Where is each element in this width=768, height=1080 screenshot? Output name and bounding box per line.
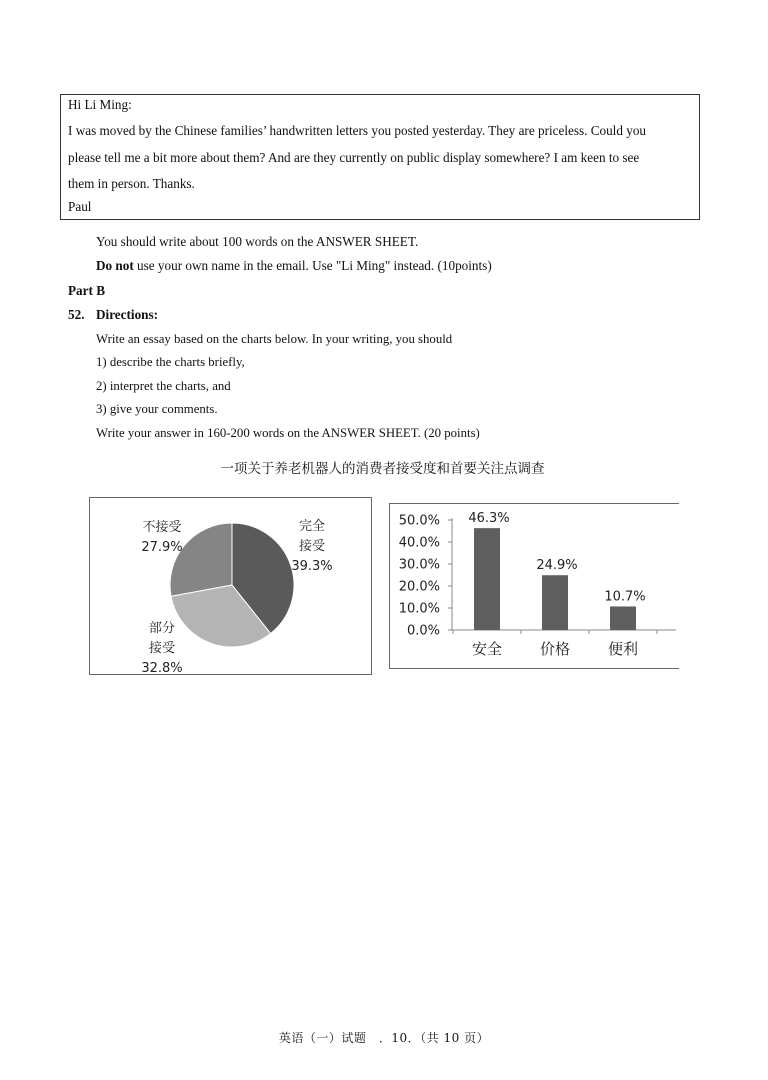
- directions-item-1: 1) describe the charts briefly,: [96, 355, 245, 369]
- y-tick-label: 50.0%: [398, 513, 440, 529]
- pie-chart-frame: [89, 497, 372, 675]
- bar-value-label: 24.9%: [536, 558, 578, 574]
- pie-category-label: 接受: [148, 641, 176, 656]
- page-footer: 英语（一）试题 ．10．（共 10 页）: [278, 1031, 490, 1045]
- pie-category-label: 完全: [298, 519, 326, 534]
- y-tick-label: 10.0%: [398, 601, 440, 617]
- bar: [542, 575, 568, 630]
- letter-greeting: Hi Li Ming:: [68, 97, 132, 112]
- letter-box: [60, 94, 700, 220]
- directions-item-3: 3) give your comments.: [96, 402, 218, 416]
- bar: [474, 528, 500, 630]
- pie-value-label: 39.3%: [291, 559, 333, 574]
- pie-category-label: 接受: [298, 539, 326, 554]
- letter-line-2: please tell me a bit more about them? And are they currently on public display somewhere? I am keen to see: [68, 150, 640, 165]
- letter-line-1: I was moved by the Chinese families’ handwritten letters you posted yesterday. They are priceless. Could you: [68, 123, 647, 138]
- directions-line-1: Write an essay based on the charts below. In your writing, you should: [96, 332, 453, 346]
- bar-value-label: 46.3%: [468, 511, 510, 527]
- y-tick-label: 40.0%: [398, 535, 440, 551]
- chart-title: 一项关于养老机器人的消费者接受度和首要关注点调查: [220, 461, 545, 477]
- name-instruction-rest: use your own name in the email. Use "Li Ming" instead. (10points): [133, 258, 492, 273]
- letter-signature: Paul: [68, 199, 92, 214]
- pie-category-label: 部分: [148, 621, 176, 636]
- bar: [610, 606, 636, 630]
- x-category-label: 安全: [471, 640, 503, 658]
- pie-category-label: 不接受: [142, 520, 182, 535]
- directions-label: Directions:: [96, 307, 159, 322]
- bar-chart: [390, 504, 678, 667]
- letter-line-3: them in person. Thanks.: [68, 176, 195, 191]
- y-tick-label: 0.0%: [406, 623, 440, 639]
- y-tick-label: 30.0%: [398, 557, 440, 573]
- word-count-instruction: You should write about 100 words on the ANSWER SHEET.: [96, 234, 419, 249]
- directions-final: Write your answer in 160-200 words on the ANSWER SHEET. (20 points): [96, 426, 480, 440]
- pie-value-label: 27.9%: [141, 540, 183, 555]
- part-b-heading: Part B: [68, 283, 105, 298]
- y-tick-label: 20.0%: [398, 579, 440, 595]
- bar-chart-frame: [389, 503, 679, 669]
- name-instruction: [96, 258, 492, 274]
- name-instruction-bold: Do not: [96, 258, 134, 273]
- question-number: 52.: [68, 307, 85, 322]
- directions-item-2: 2) interpret the charts, and: [96, 379, 231, 393]
- x-category-label: 便利: [607, 640, 639, 658]
- bar-value-label: 10.7%: [604, 589, 646, 605]
- x-category-label: 价格: [539, 640, 571, 658]
- pie-value-label: 32.8%: [141, 661, 183, 673]
- pie-chart: [90, 498, 370, 673]
